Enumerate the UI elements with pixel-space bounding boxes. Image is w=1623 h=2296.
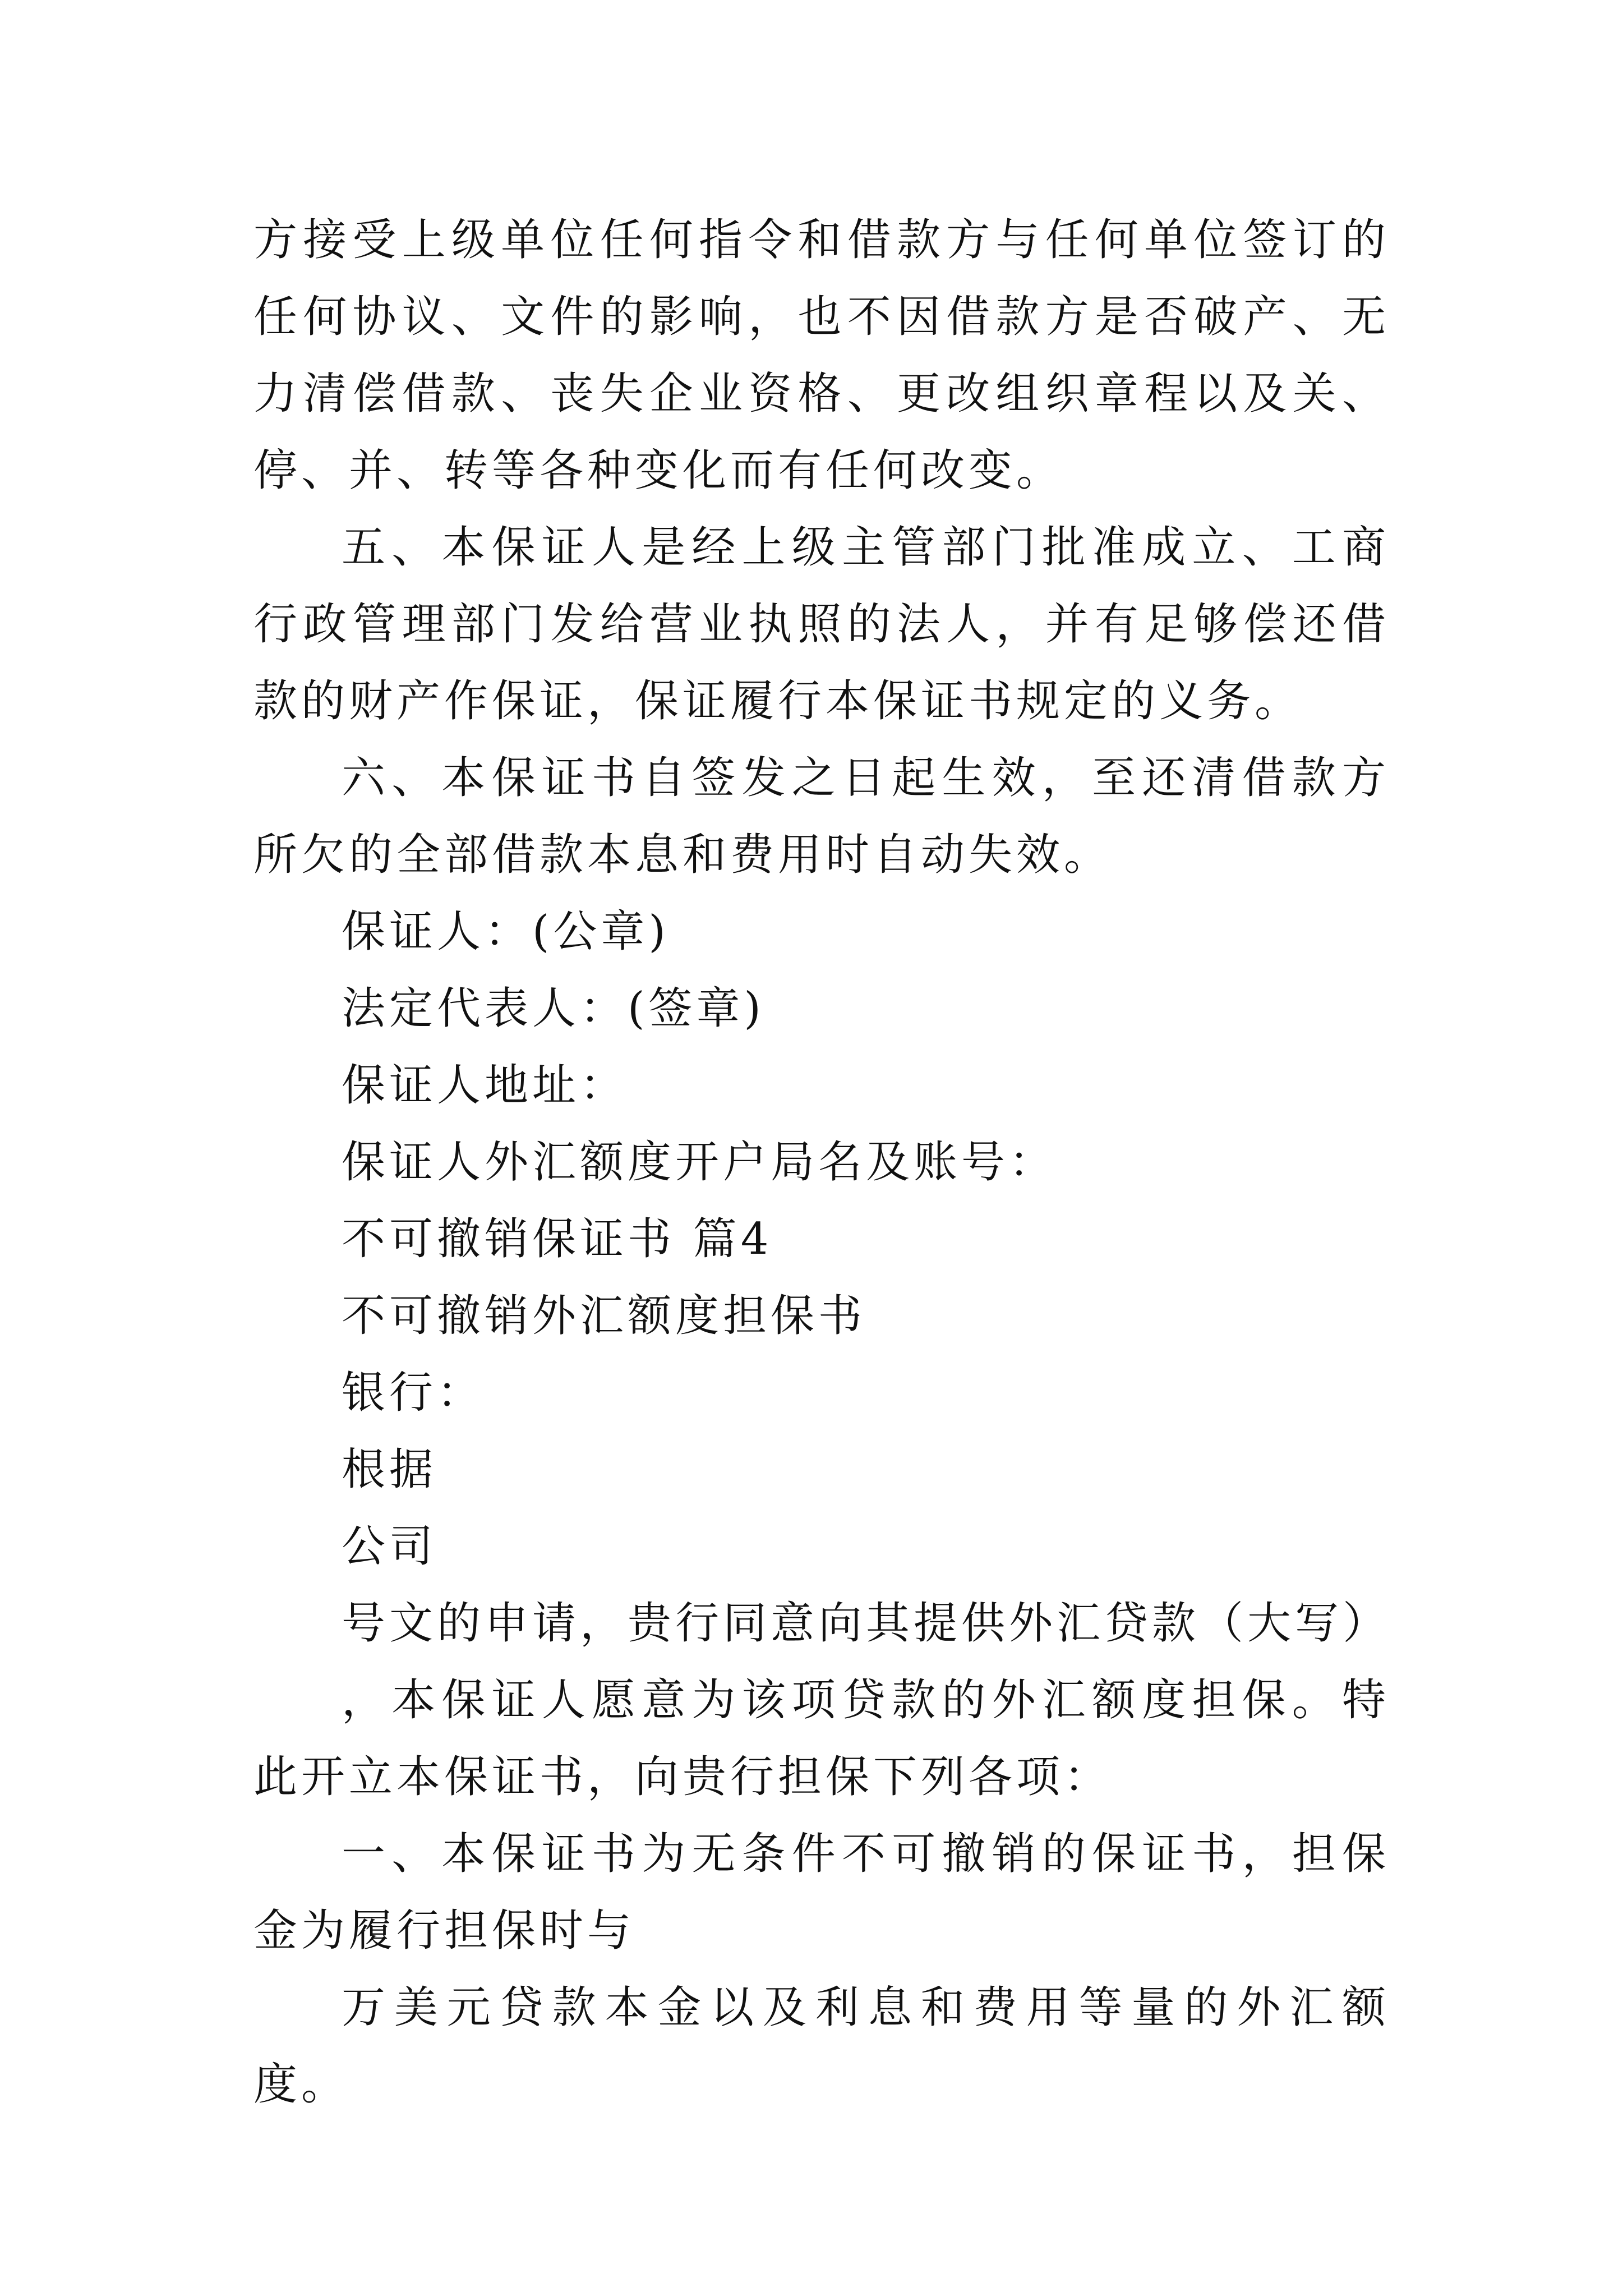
guarantor-address-line: 保证人地址： [342,1060,628,1111]
application-line: 号文的申请，贵行同意向其提供外汇贷款（大写） [342,1598,1391,1649]
guarantor-seal-line: 保证人：(公章) [342,907,670,957]
company-line: 公司 [342,1521,437,1572]
willing-paragraph: ，本保证人愿意为该项贷款的外汇额度担保。特此开立本保证书，向贵行担保下列各项： [253,1675,1390,1802]
bank-line: 银行： [342,1368,485,1418]
document-body [253,202,1390,2123]
legal-representative-line: 法定代表人：(签章) [342,983,765,1034]
according-line: 根据 [342,1444,437,1495]
paragraph-clause-1: 一、本保证书为无条件不可撤销的保证书，担保金为履行担保时与 [253,1829,1390,1956]
paragraph-continuation-clause-4: 方接受上级单位任何指令和借款方与任何单位签订的任何协议、文件的影响，也不因借款方是否破产、无力清偿借款、丧失企业资格、更改组织章程以及关、停、并、转等各种变化而有任何改变。 [253,215,1390,496]
guarantor-account-line: 保证人外汇额度开户局名及账号： [342,1137,1057,1188]
section-heading: 不可撤销保证书 篇4 [342,1214,773,1264]
amount-line: 万美元贷款本金以及利息和费用等量的外汇额度。 [253,1982,1390,2110]
document-title: 不可撤销外汇额度担保书 [342,1291,866,1341]
paragraph-clause-5: 五、本保证人是经上级主管部门批准成立、工商行政管理部门发给营业执照的法人，并有足够偿还借款的财产作保证，保证履行本保证书规定的义务。 [253,522,1390,726]
paragraph-clause-6: 六、本保证书自签发之日起生效，至还清借款方所欠的全部借款本息和费用时自动失效。 [253,753,1390,880]
